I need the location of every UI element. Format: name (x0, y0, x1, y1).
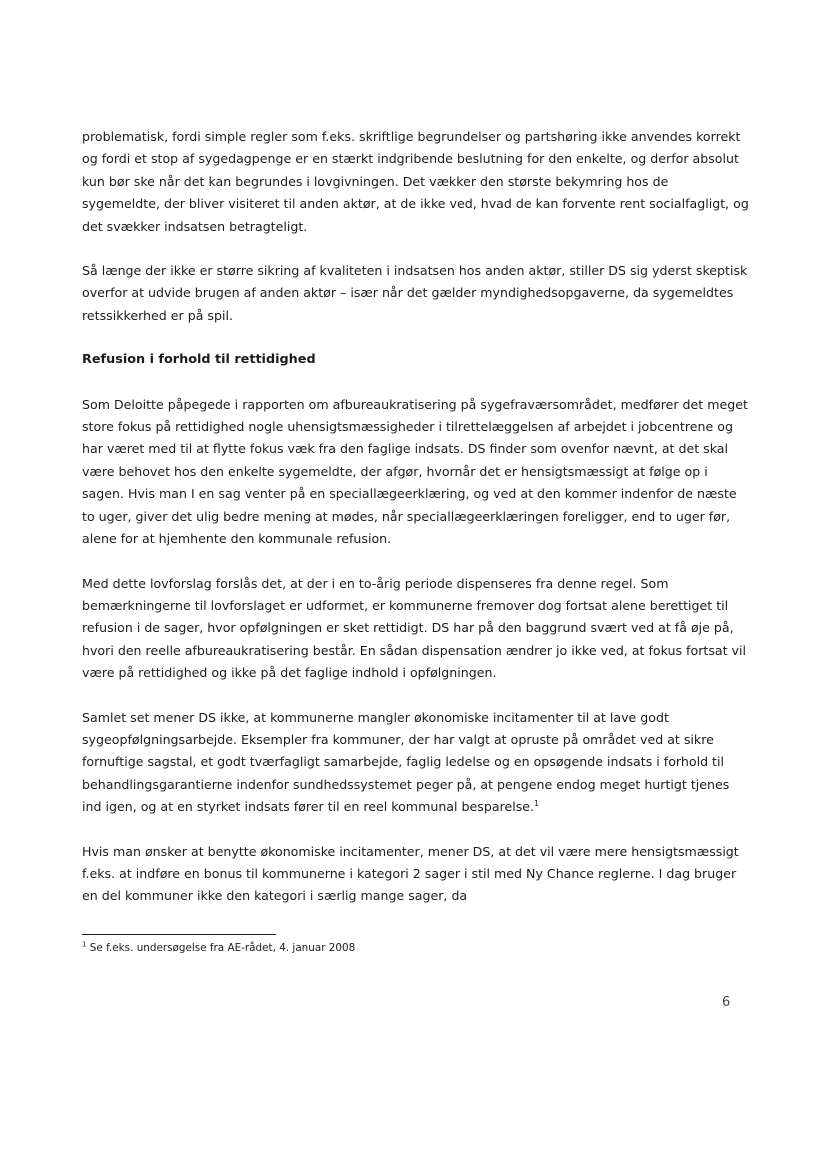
paragraph-4: Med dette lovforslag forslås det, at der i en to-årig periode dispenseres fra denne regel. Som bemærkningerne til lovforslaget er udformet, er kommunerne fremover dog fortsat alene berettiget til refusion i de sager, hvor opfølgningen er sket rettidigt. DS har på den baggrund svært ved at få øje på, hvori den reelle afbureaukratisering består. En sådan dispensation ændrer jo ikke ved, at fokus fortsat vil være på rettidighed og ikke på det faglige indhold i opfølgningen. (82, 575, 746, 681)
body-text (82, 126, 750, 930)
paragraph-5 (82, 707, 750, 819)
paragraph-6: Hvis man ønsker at benytte økonomiske incitamenter, mener DS, at det vil være mere hensigtsmæssigt f.eks. at indføre en bonus til kommunerne i kategori 2 sager i stil med Ny Chance reglerne. I dag bruger en del kommuner ikke den kategori i særlig mange sager, da (82, 843, 739, 904)
footnote-separator (82, 934, 276, 935)
footnote-marker: 1 (82, 940, 87, 949)
paragraph-1: problematisk, fordi simple regler som f.eks. skriftlige begrundelser og partshøring ikke anvendes korrekt og fordi et stop af sygedagpenge er en stærkt indgribende beslutning for den enkelte, og derfor absolut kun bør ske når det kan begrundes i lovgivningen. Det vækker den største bekymring hos de sygemeldte, der bliver visiteret til anden aktør, at de ikke ved, hvad de kan forvente rent socialfagligt, og det svækker indsatsen betragteligt. (82, 129, 749, 234)
paragraph-5-text: Samlet set mener DS ikke, at kommunerne mangler økonomiske incitamenter til at lave godt sygeopfølgningsarbejde. Eksempler fra kommuner, der har valgt at opruste på området ved at sikre fornuftige sagstal, et godt tværfagligt samarbejde, faglig ledelse og en opsøgende indsats i forhold til behandlingsgarantierne indenfor sundhedssystemet peger på, at pengene endog meget hurtigt tjenes ind igen, og at en styrket indsats fører til en reel kommunal besparelse. (82, 709, 730, 815)
page-number: 6 (722, 995, 731, 1010)
footnote-text: Se f.eks. undersøgelse fra AE-rådet, 4. januar 2008 (86, 942, 356, 954)
paragraph-3: Som Deloitte påpegede i rapporten om afbureaukratisering på sygefraværsområdet, medfører det meget store fokus på rettidighed nogle uhensigtsmæssigheder i tilrettelæggelsen af arbejdet i jobcentrene og har været med til at flytte fokus væk fra den faglige indsats. DS finder som ovenfor nævnt, at det skal være behovet hos den enkelte sygemeldte, der afgør, hvornår det er hensigtsmæssigt at følge op i sagen. Hvis man I en sag venter på en speciallægeerklæring, og ved at den kommer indenfor de næste to uger, giver det ulig bedre mening at mødes, når speciallægeerklæringen foreligger, end to uger før, alene for at hjemhente den kommunale refusion. (82, 396, 748, 547)
footnote (82, 940, 355, 956)
paragraph-2: Så længe der ikke er større sikring af kvaliteten i indsatsen hos anden aktør, stiller DS sig yderst skeptisk overfor at udvide brugen af anden aktør – især når det gælder myndighedsopgaverne, da sygemeldtes retssikkerhed er på spil. (82, 263, 748, 323)
section-heading: Refusion i forhold til rettidighed (82, 352, 316, 368)
footnote-reference[interactable]: 1 (534, 798, 540, 808)
